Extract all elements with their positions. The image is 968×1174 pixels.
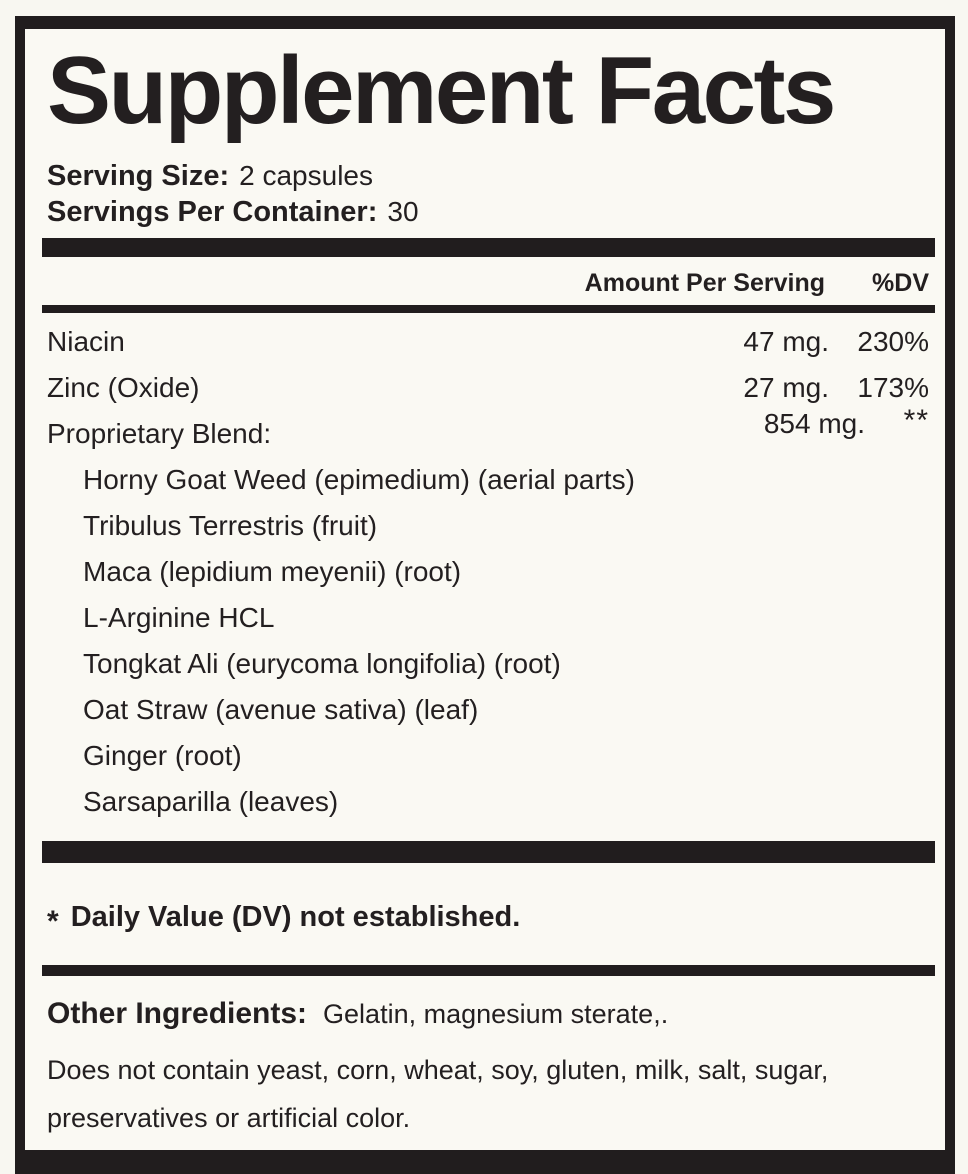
nutrient-amount: 27 mg. [743,372,829,404]
blend-item [47,641,929,687]
divider-thin-header [42,305,935,313]
nutrient-row-niacin [47,319,929,365]
nutrient-name: Zinc (Oxide) [47,372,200,404]
blend-item [47,549,929,595]
servings-per-container-value: 30 [387,196,419,228]
other-ingredients-value: Gelatin, magnesium sterate,. [323,999,669,1030]
nutrient-name: Niacin [47,326,125,358]
column-header-dv: %DV [872,268,929,297]
other-ingredients-label: Other Ingredients: [47,997,308,1031]
other-ingredients-line [47,994,929,1039]
servings-per-container-line [47,194,929,230]
nutrient-name: Proprietary Blend: [47,418,272,450]
blend-item-name: Maca (lepidium meyenii) (root) [83,556,462,588]
nutrient-amount: 47 mg. [743,326,829,358]
supplement-facts-panel [15,16,955,1174]
nutrient-dv: ** [903,404,929,438]
divider-thin-footnote [42,965,935,976]
daily-value-footnote [47,897,929,937]
serving-size-line [47,158,929,194]
serving-info [47,158,929,230]
nutrient-dv: 173% [857,372,929,404]
column-header-row [47,261,929,305]
footnote-text: Daily Value (DV) not established. [70,901,521,934]
servings-per-container-label: Servings Per Container: [47,196,378,229]
blend-item-name: Ginger (root) [83,740,242,772]
nutrient-row-zinc [47,365,929,411]
divider-thick-top [42,238,935,257]
supplement-facts-title: Supplement Facts [47,37,834,144]
serving-size-label: Serving Size: [47,160,230,193]
blend-item-name: Oat Straw (avenue sativa) (leaf) [83,694,479,726]
nutrient-dv: 230% [857,326,929,358]
blend-item-name: L-Arginine HCL [83,602,275,634]
blend-item [47,595,929,641]
column-header-amount: Amount Per Serving [584,268,825,297]
blend-item-name: Horny Goat Weed (epimedium) (aerial parts) [83,464,635,496]
footnote-asterisk: * [47,905,59,939]
nutrient-row-proprietary-blend [47,404,929,457]
serving-size-value: 2 capsules [239,160,373,192]
disclaimer-line-2: preservatives or artificial color. [47,1103,411,1134]
blend-item [47,457,929,503]
blend-item [47,687,929,733]
blend-item [47,503,929,549]
blend-item [47,779,929,825]
nutrient-table [47,319,929,825]
disclaimer-line-1: Does not contain yeast, corn, wheat, soy, gluten, milk, salt, sugar, [47,1055,829,1086]
nutrient-amount: 854 mg. [763,408,865,440]
divider-thick-bottom [42,841,935,863]
blend-item [47,733,929,779]
blend-item-name: Sarsaparilla (leaves) [83,786,339,818]
blend-item-name: Tongkat Ali (eurycoma longifolia) (root) [83,648,561,680]
blend-item-name: Tribulus Terrestris (fruit) [83,510,378,542]
